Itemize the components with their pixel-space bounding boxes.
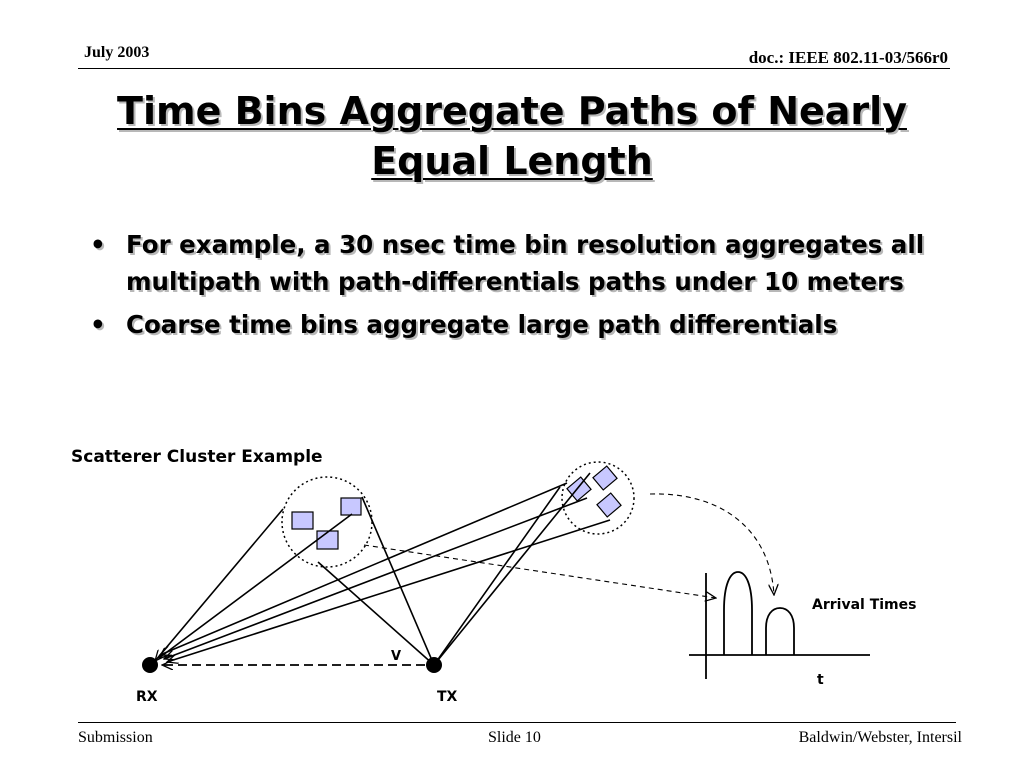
tx-label: TX — [437, 689, 458, 705]
bin-mapping-arrow — [650, 494, 774, 595]
velocity-label: V — [391, 649, 402, 664]
scatterer-square — [597, 493, 621, 517]
footer-authors: Baldwin/Webster, Intersil — [798, 729, 962, 746]
path-line — [160, 483, 567, 655]
diagram-caption: Scatterer Cluster Example — [71, 447, 323, 467]
arrival-times-label: Arrival Times — [812, 597, 917, 613]
footer-slide-number: Slide 10 — [488, 729, 541, 746]
path-line — [164, 498, 587, 659]
rx-node — [142, 657, 158, 673]
arrival-pulse — [766, 608, 794, 655]
tx-node — [426, 657, 442, 673]
path-line — [318, 562, 434, 665]
bin-mapping-arrow — [364, 545, 716, 598]
footer-submission: Submission — [78, 729, 153, 746]
bullet-dot-icon: • — [90, 310, 106, 339]
bullet-dot-icon: • — [90, 230, 106, 259]
scatterer-square — [292, 512, 313, 529]
path-line — [167, 520, 610, 662]
scatterer-square — [341, 498, 361, 515]
path-line — [362, 497, 434, 665]
rx-label: RX — [136, 689, 158, 705]
slide-title: Time Bins Aggregate Paths of Nearly Equal Length — [117, 89, 907, 183]
header-doc-id: doc.: IEEE 802.11-03/566r0 — [748, 48, 948, 67]
header-date: July 2003 — [84, 44, 150, 61]
scatterer-square — [593, 466, 617, 490]
bullet-text: Coarse time bins aggregate large path differentials — [126, 310, 838, 339]
footer-rule — [78, 722, 956, 723]
arrival-pulse — [724, 572, 752, 655]
path-line — [434, 487, 560, 665]
bullet-text: For example, a 30 nsec time bin resolution aggregates all multipath with path-differentials paths under 10 meters — [126, 230, 925, 296]
time-axis-label: t — [817, 672, 824, 688]
scatterer-square — [317, 531, 338, 549]
